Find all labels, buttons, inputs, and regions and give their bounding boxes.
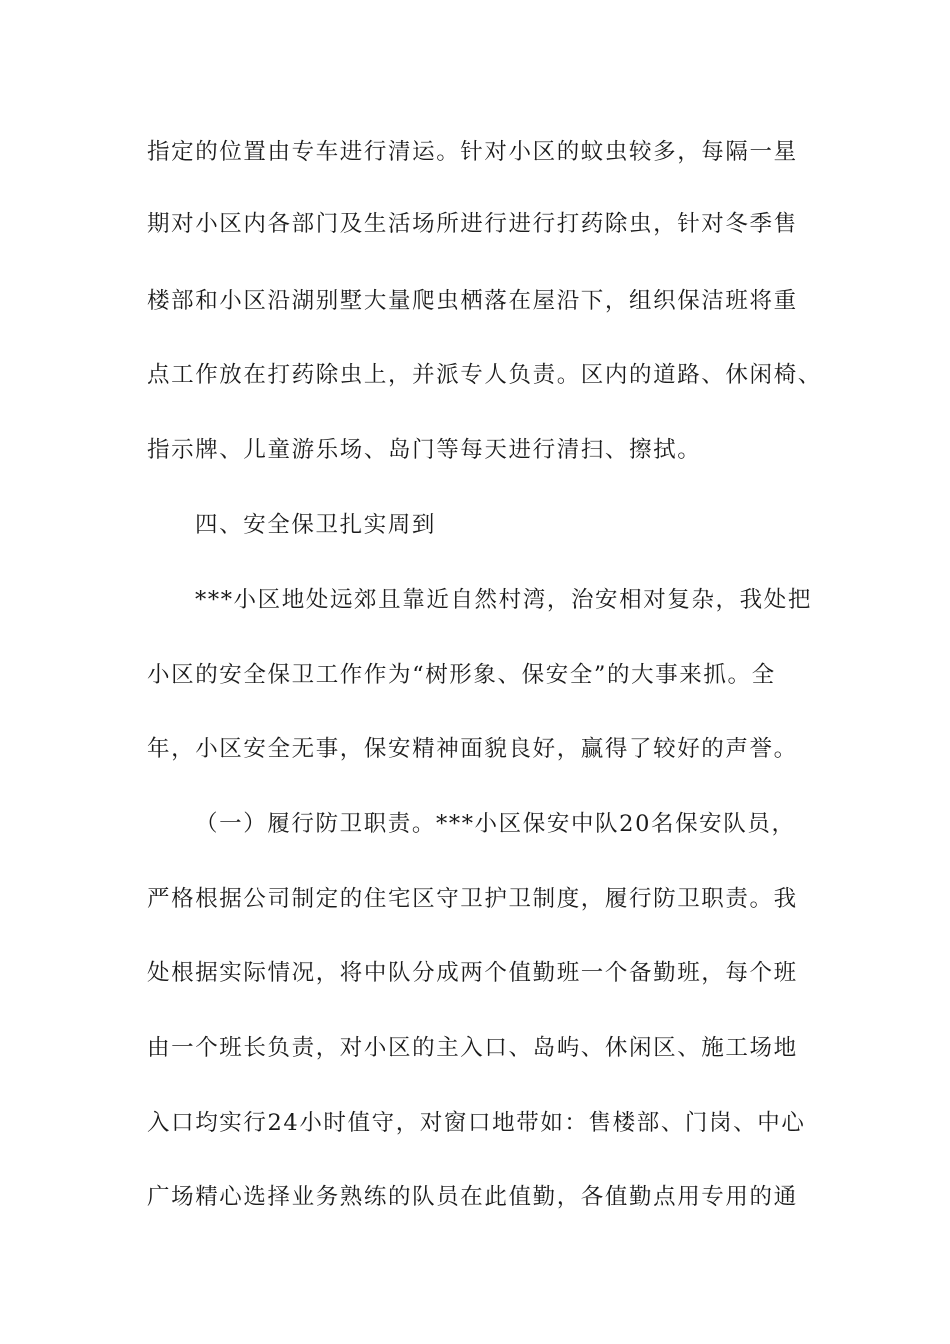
subsection-line: （一）履行防卫职责。***小区保安中队20名保安队员， — [195, 811, 796, 837]
text-line: 指示牌、儿童游乐场、岛门等每天进行清扫、擦拭。 — [147, 437, 702, 463]
text-line: 由一个班长负责，对小区的主入口、岛屿、休闲区、施工场地 — [147, 1035, 798, 1061]
text-line: 指定的位置由专车进行清运。针对小区的蚊虫较多，每隔一星 — [147, 139, 798, 165]
text-line: 严格根据公司制定的住宅区守卫护卫制度，履行防卫职责。我 — [147, 886, 798, 912]
text-line: 期对小区内各部门及生活场所进行进行打药除虫，针对冬季售 — [147, 211, 798, 237]
text-line: 年，小区安全无事，保安精神面貌良好，赢得了较好的声誉。 — [147, 736, 798, 762]
text-line: 小区的安全保卫工作作为“树形象、保安全”的大事来抓。全 — [147, 662, 776, 688]
text-line: 广场精心选择业务熟练的队员在此值勤，各值勤点用专用的通 — [147, 1184, 798, 1210]
text-line: 楼部和小区沿湖别墅大量爬虫栖落在屋沿下，组织保洁班将重 — [147, 288, 798, 314]
text-line: 处根据实际情况，将中队分成两个值勤班一个备勤班，每个班 — [147, 960, 798, 986]
section-heading: 四、安全保卫扎实周到 — [195, 512, 437, 538]
text-line: 入口均实行24小时值守，对窗口地带如：售楼部、门岗、中心 — [147, 1110, 806, 1136]
text-line: 点工作放在打药除虫上，并派专人负责。区内的道路、休闲椅、 — [147, 362, 822, 388]
text-line: ***小区地处远郊且靠近自然村湾，治安相对复杂，我处把 — [195, 587, 812, 613]
